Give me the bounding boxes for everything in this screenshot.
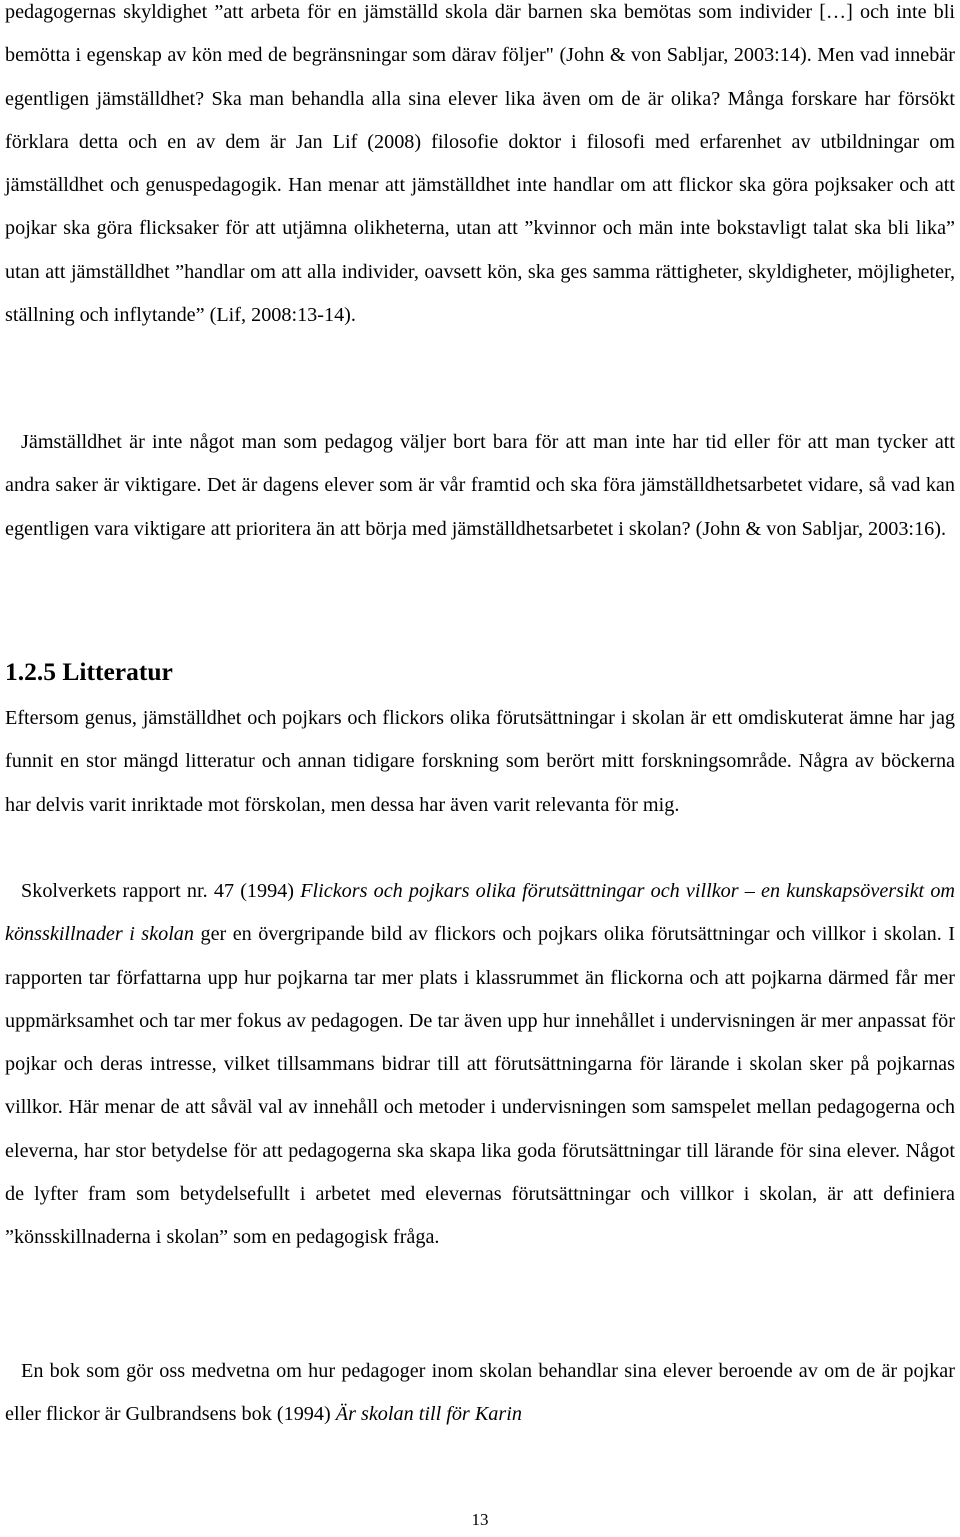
book-title: Är skolan till för Karin: [335, 1403, 522, 1426]
paragraph-jamstalldhet-priority: [5, 421, 955, 551]
paragraph-text: Jämställdhet är inte något man som pedagog väljer bort bara för att man inte har tid eller för att man tycker att andra saker är viktigare. Det är dagens elever som är vår framtid och ska föra jämställdhetsarbetet vidare, så vad kan egentligen vara viktigare att prioritera än att börja med jämställdhetsarbetet i skolan? (John & von Sabljar, 2003:16).: [5, 431, 955, 540]
paragraph-jamstalldhet-definition: pedagogernas skyldighet ”att arbeta för en jämställd skola där barnen ska bemötas som individer […] och inte bli bemötta i egenskap av kön med de begränsningar som därav följer" (John & von Sabljar, 2003:14). Men vad innebär egentligen jämställdhet? Ska man behandla alla sina elever lika även om de är olika? Många forskare har försökt förklara detta och en av dem är Jan Lif (2008) filosofie doktor i filosofi med erfarenhet av utbildningar om jämställdhet och genuspedagogik. Han menar att jämställdhet inte handlar om att flickor ska göra pojksaker och att pojkar ska göra flicksaker för att utjämna olikheterna, utan att ”kvinnor och män inte bokstavligt talat ska bli lika” utan att jämställdhet ”handlar om att alla individer, oavsett kön, ska ges samma rättigheter, skyldigheter, möjligheter, ställning och inflytande” (Lif, 2008:13-14).: [5, 1, 955, 327]
paragraph-skolverket-rapport: [5, 870, 955, 1260]
page-number: 13: [471, 1510, 489, 1529]
paragraph-text-start: En bok som gör oss medvetna om hur pedagoger inom skolan behandlar sina elever beroende av om de är pojkar eller flickor är Gulbrandsens bok (1994): [5, 1360, 955, 1426]
paragraph-text-start: Skolverkets rapport nr. 47 (1994): [21, 880, 301, 902]
section-heading: 1.2.5 Litteratur: [5, 657, 173, 686]
report-title: Flickors och pojkars olika förutsättningar och villkor – en kunskapsöversikt om könsskillnader i skolan: [5, 880, 955, 946]
paragraph-text-rest: ger en övergripande bild av flickors och pojkars olika förutsättningar och villkor i skolan. I rapporten tar författarna upp hur pojkarna tar mer plats i klassrummet än flickorna och att pojkarna därmed får mer uppmärksamhet och tar mer fokus av pedagogen. De tar även upp hur innehållet i undervisningen är mer anpassat för pojkar och deras intresse, vilket tillsammans bidrar till att förutsättningarna för lärande i skolan sker på pojkarnas villkor. Här menar de att såväl val av innehåll och metoder i undervisningen som samspelet mellan pedagogerna och eleverna, har stor betydelse för att pedagogerna ska skapa lika goda förutsättningar till lärande för sina elever. Något de lyfter fram som betydelsefullt i arbetet med elevernas förutsättningar och villkor i skolan, är att definiera ”könsskillnaderna i skolan” som en pedagogisk fråga.: [5, 923, 955, 1249]
paragraph-gulbrandsen: [5, 1350, 955, 1437]
paragraph-litteratur-intro: Eftersom genus, jämställdhet och pojkars och flickors olika förutsättningar i skolan är ett omdiskuterat ämne har jag funnit en stor mängd litteratur och annan tidigare forskning som berört mitt forskningsområde. Några av böckerna har delvis varit inriktade mot förskolan, men dessa har även varit relevanta för mig.: [5, 707, 955, 816]
